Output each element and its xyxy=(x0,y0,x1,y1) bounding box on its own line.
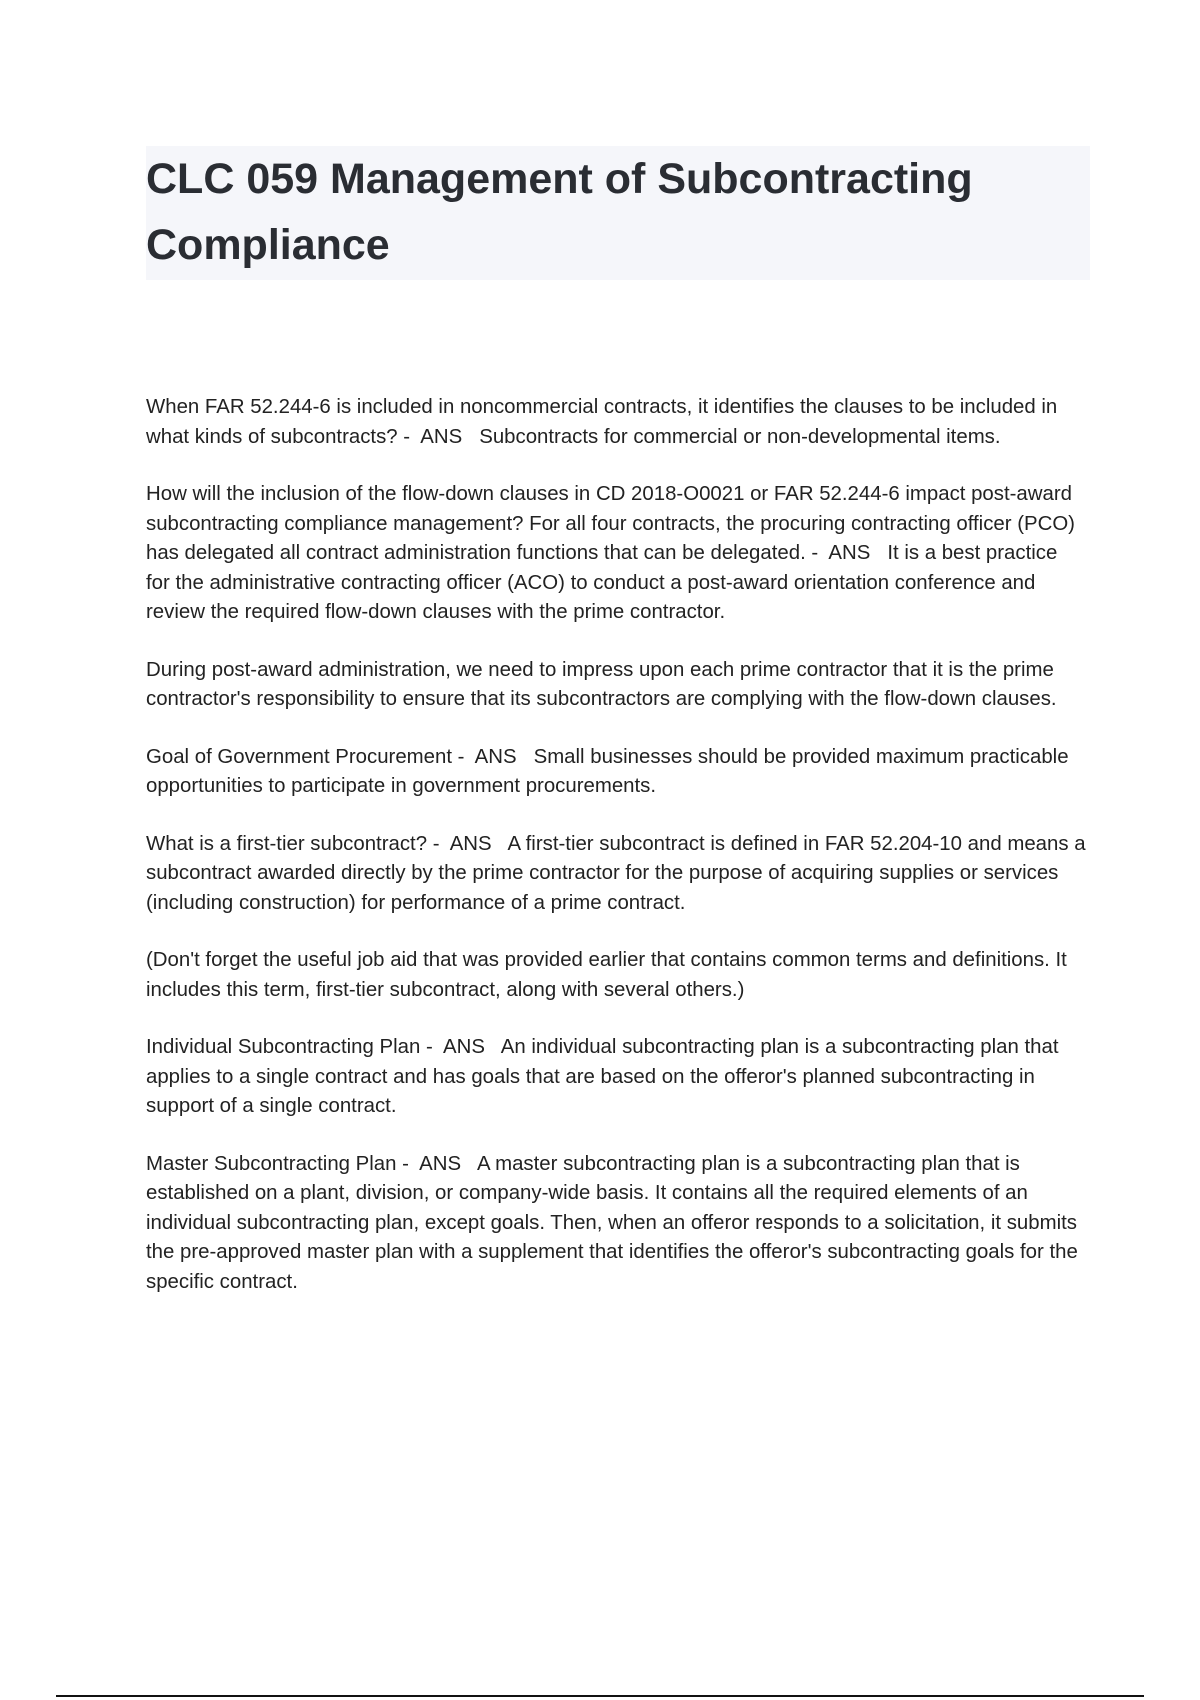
document-body xyxy=(146,393,1086,1325)
question-text: How will the inclusion of the flow-down clauses in CD 2018-O0021 or FAR 52.244-6 impact post-award subcontracting compliance management? For all four contracts, the procuring contracting officer (PCO) has delegated all contract administration functions that can be delegated. xyxy=(146,483,1075,564)
answer-text: A first-tier subcontract is defined in FAR 52.204-10 and means a subcontract awarded directly by the prime contractor for the purpose of acquiring supplies or services (including construction) for performance of a prime contract. xyxy=(146,832,1086,914)
question-text: When FAR 52.244-6 is included in noncommercial contracts, it identifies the clauses to be included in what kinds of subcontracts? xyxy=(146,396,1058,448)
ans-marker: - ANS xyxy=(420,1036,501,1058)
title-banner xyxy=(146,146,1090,280)
ans-marker: - ANS xyxy=(396,1152,477,1175)
answer-text: Subcontracts for commercial or non-developmental items. xyxy=(479,425,1001,448)
note-paragraph: (Don't forget the useful job aid that was provided earlier that contains common terms and definitions. It includes this term, first-tier subcontract, along with several others.) xyxy=(146,949,1067,1001)
qa-entry xyxy=(146,830,1086,919)
qa-entry xyxy=(146,393,1086,452)
footer-divider xyxy=(56,1695,1144,1697)
qa-entry xyxy=(146,1033,1086,1122)
qa-entry xyxy=(146,480,1086,628)
answer-text: It is a best practice for the administrative contracting officer (ACO) to conduct a post-award orientation conference and review the required flow-down clauses with the prime contractor. xyxy=(146,542,1058,623)
question-text: Master Subcontracting Plan xyxy=(146,1152,397,1175)
ans-marker: - ANS xyxy=(397,425,480,448)
question-text: Goal of Government Procurement xyxy=(146,745,452,768)
answer-text: An individual subcontracting plan is a subcontracting plan that applies to a single contract and has goals that are based on the offeror's planned subcontracting in support of a single contract. xyxy=(146,1036,1059,1117)
ans-marker: - ANS xyxy=(427,832,508,855)
question-text: Individual Subcontracting Plan xyxy=(146,1036,421,1058)
answer-text: A master subcontracting plan is a subcontracting plan that is established on a plant, division, or company-wide basis. It contains all the required elements of an individual subcontracting plan, except goals. Then, when an offeror responds to a solicitation, it submits the pre-approved master plan with a supplement that identifies the offeror's subcontracting goals for the specific contract. xyxy=(146,1152,1078,1293)
question-text: What is a first-tier subcontract? xyxy=(146,832,428,855)
document-title: CLC 059 Management of Subcontracting Compliance xyxy=(146,155,973,269)
qa-entry xyxy=(146,1150,1086,1298)
qa-entry xyxy=(146,743,1086,802)
ans-marker: - ANS xyxy=(805,542,888,564)
answer-text: Small businesses should be provided maximum practicable opportunities to participate in government procurements. xyxy=(146,745,1069,797)
note-paragraph: During post-award administration, we need to impress upon each prime contractor that it is the prime contractor's responsibility to ensure that its subcontractors are complying with the flow-down clauses. xyxy=(146,658,1057,710)
ans-marker: - ANS xyxy=(452,745,534,768)
